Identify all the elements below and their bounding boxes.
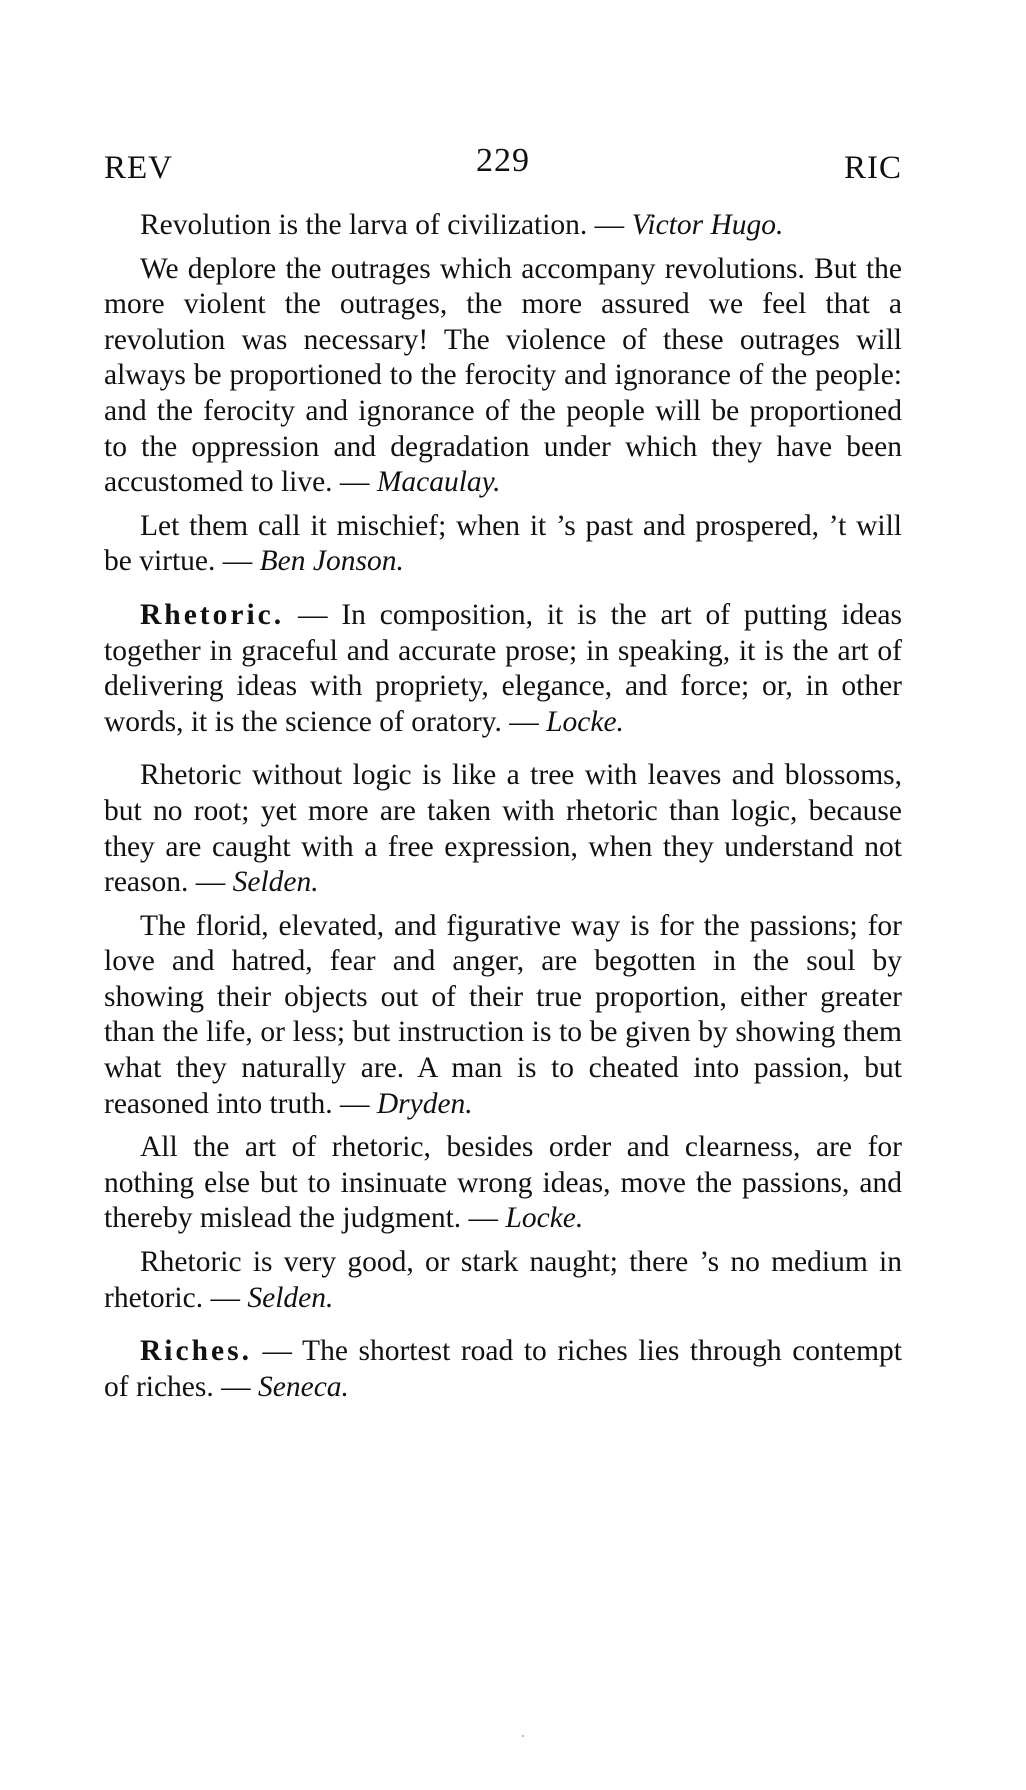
quote-text: Rhetoric is very good, or stark naught; there ’s no medium in rhetoric. —	[104, 1246, 902, 1314]
quote-author: Selden.	[247, 1281, 334, 1314]
quote-paragraph	[104, 909, 902, 1123]
quote-paragraph	[104, 252, 902, 501]
quote-paragraph	[104, 509, 902, 580]
quote-author: Macaulay.	[376, 466, 501, 499]
quote-text: — The shortest road to riches lies through contempt of riches. —	[104, 1335, 902, 1403]
quote-text: Rhetoric without logic is like a tree with leaves and blossoms, but no root; yet more are taken with rhetoric than logic, because they are caught with a free expression, when they understand not reason. —	[104, 759, 902, 899]
header-left-keyword: REV	[104, 150, 173, 186]
quote-author: Dryden.	[376, 1087, 473, 1120]
quote-author: Locke.	[505, 1202, 584, 1235]
quote-text: — In composition, it is the art of putting ideas together in graceful and accurate prose; in speaking, it is the art of delivering ideas with propriety, elegance, and force; or, in other words, it is the science of oratory. —	[104, 598, 902, 738]
quote-text: The florid, elevated, and figurative way is for the passions; for love and hatred, fear and anger, are begotten in the soul by showing their objects out of their true proportion, either greater than the life, or less; but instruction is to be given by showing them what they naturally are. A man is to cheated into passion, but reasoned into truth. —	[104, 909, 902, 1120]
quote-author: Seneca.	[258, 1370, 349, 1403]
quote-text: All the art of rhetoric, besides order and clearness, are for nothing else but to insinuate wrong ideas, move the passions, and thereby mislead the judgment. —	[104, 1131, 902, 1235]
quote-author: Selden.	[232, 866, 319, 899]
topic-paragraph-riches	[104, 1334, 902, 1405]
quote-paragraph	[104, 1130, 902, 1237]
topic-heading: Rhetoric.	[140, 598, 285, 631]
running-header	[104, 142, 902, 192]
topic-heading: Riches.	[140, 1335, 252, 1368]
quote-paragraph	[104, 1245, 902, 1316]
quote-text: Revolution is the larva of civilization. —	[140, 209, 632, 241]
header-right-keyword: RIC	[843, 150, 902, 186]
quote-author: Locke.	[546, 705, 624, 738]
quote-paragraph	[104, 208, 902, 244]
topic-paragraph-rhetoric	[104, 598, 902, 740]
page-speck	[522, 1735, 524, 1737]
quote-author: Victor Hugo.	[631, 209, 784, 241]
quote-author: Ben Jonson.	[259, 545, 404, 578]
page-number: 229	[476, 142, 530, 179]
quote-paragraph	[104, 758, 902, 900]
quote-text: Let them call it mischief; when it ’s past and prospered, ’t will be virtue. —	[104, 509, 902, 578]
page-body	[104, 208, 902, 1405]
quote-text: We deplore the outrages which accompany revolutions. But the more violent the outrages, the more assured we feel that a revolution was necessary! The violence of these outrages will always be proportioned to the ferocity and ignorance of the people: and the ferocity and ignorance of the people will be proportioned to the oppression and degradation under which they have been accustomed to live. —	[104, 252, 902, 499]
